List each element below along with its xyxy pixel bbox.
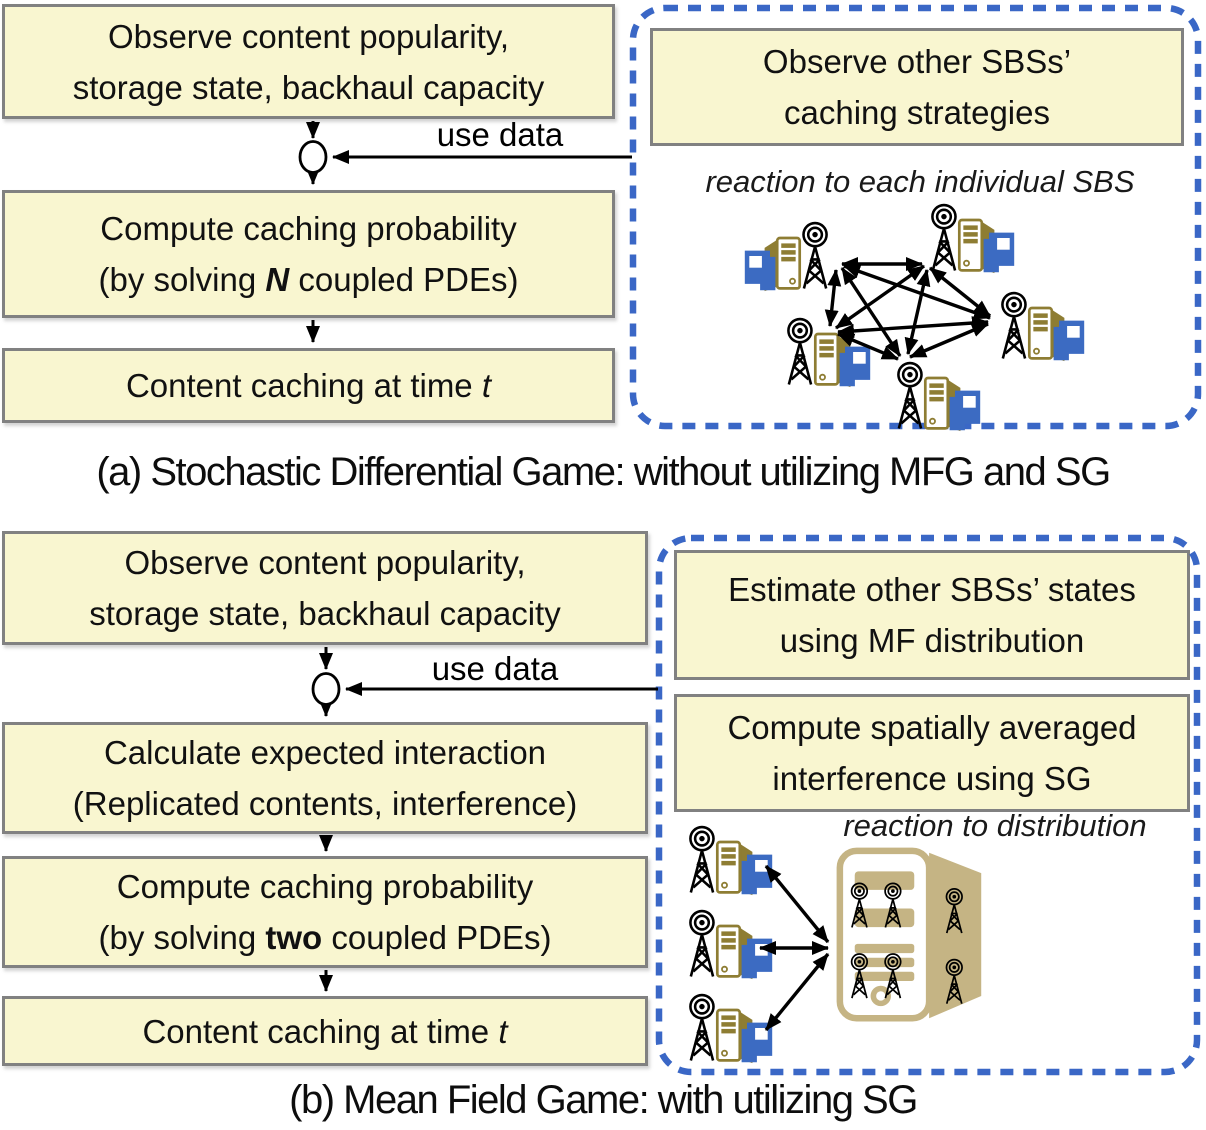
sbs-node-icon-2	[932, 205, 1014, 273]
emphasis-two: two	[265, 919, 323, 956]
caption-a: (a) Stochastic Differential Game: without utilizing MFG and SG	[96, 450, 1110, 494]
flow-b-box-observe-line2: storage state, backhaul capacity	[89, 595, 561, 632]
flow-a-box-observe	[2, 4, 615, 119]
panel-b-box-estimate-line1: Estimate other SBSs’ states	[728, 571, 1136, 608]
flow-b-box-observe	[2, 531, 648, 645]
use-data-label-a: use data	[436, 116, 564, 153]
sbs-group-b	[690, 827, 981, 1063]
sbs-node-icon-3	[1002, 293, 1084, 361]
distribution-arrows	[760, 866, 828, 1030]
use-data-label-b: use data	[431, 650, 559, 687]
panel-a-box-line1: Observe other SBSs’	[762, 43, 1072, 80]
sbs-node-icon-b1	[690, 827, 772, 895]
panel-b-box-interference-line1: Compute spatially averaged	[727, 709, 1137, 746]
flow-a-box-compute	[2, 190, 615, 318]
flow-b-box-interaction	[2, 722, 648, 834]
flow-a-box-caching	[2, 348, 615, 423]
panel-a-note: reaction to each individual SBS	[705, 164, 1135, 199]
junction-circle-b	[313, 674, 339, 705]
panel-b-box-estimate-line2: using MF distribution	[779, 622, 1085, 659]
emphasis-N: N	[265, 261, 290, 298]
panel-b-note: reaction to distribution	[843, 808, 1147, 843]
emphasis-t-b: t	[498, 1012, 508, 1050]
caption-b: (b) Mean Field Game: with utilizing SG	[289, 1078, 917, 1122]
flow-b-box-caching-line: Content caching at time t	[142, 1012, 508, 1050]
sbs-node-icon-5	[898, 363, 980, 431]
panel-a-box-line2: caching strategies	[784, 94, 1050, 131]
emphasis-t-a: t	[481, 367, 492, 404]
flow-b-box-compute-line1: Compute caching probability	[116, 868, 534, 905]
flow-b-box-observe-line1: Observe content popularity,	[124, 544, 526, 581]
panel-b-box-interference-line2: interference using SG	[772, 760, 1092, 797]
sbs-node-icon-4	[788, 319, 870, 387]
sbs-node-icon-b3	[690, 995, 772, 1063]
flow-a-box-observe-line1: Observe content popularity,	[107, 17, 510, 55]
panel-a-box-observe-sbs	[650, 28, 1184, 146]
flow-b-box-compute-line2: (by solving two coupled PDEs)	[98, 919, 552, 956]
sbs-node-icon-1	[745, 223, 827, 291]
flow-b-box-caching	[2, 996, 648, 1066]
mec-server-icon	[840, 851, 981, 1018]
junction-circle-a	[300, 142, 326, 173]
flow-b-box-compute	[2, 856, 648, 968]
flow-a-box-compute-line1: Compute caching probability	[100, 210, 517, 247]
flow-b-box-interaction-line2: (Replicated contents, interference)	[72, 785, 578, 822]
flow-a-box-caching-line: Content caching at time t	[125, 367, 492, 404]
sbs-node-icon-b2	[690, 911, 772, 979]
panel-b-box-interference	[674, 694, 1190, 812]
pairwise-interaction-arrows	[830, 264, 990, 359]
panel-b-box-estimate	[674, 550, 1190, 680]
flow-a-box-compute-line2: (by solving N coupled PDEs)	[98, 261, 519, 298]
flow-a-box-observe-line2: storage state, backhaul capacity	[72, 68, 545, 106]
flow-b-box-interaction-line1: Calculate expected interaction	[103, 734, 547, 771]
sbs-network-a	[745, 205, 1084, 431]
